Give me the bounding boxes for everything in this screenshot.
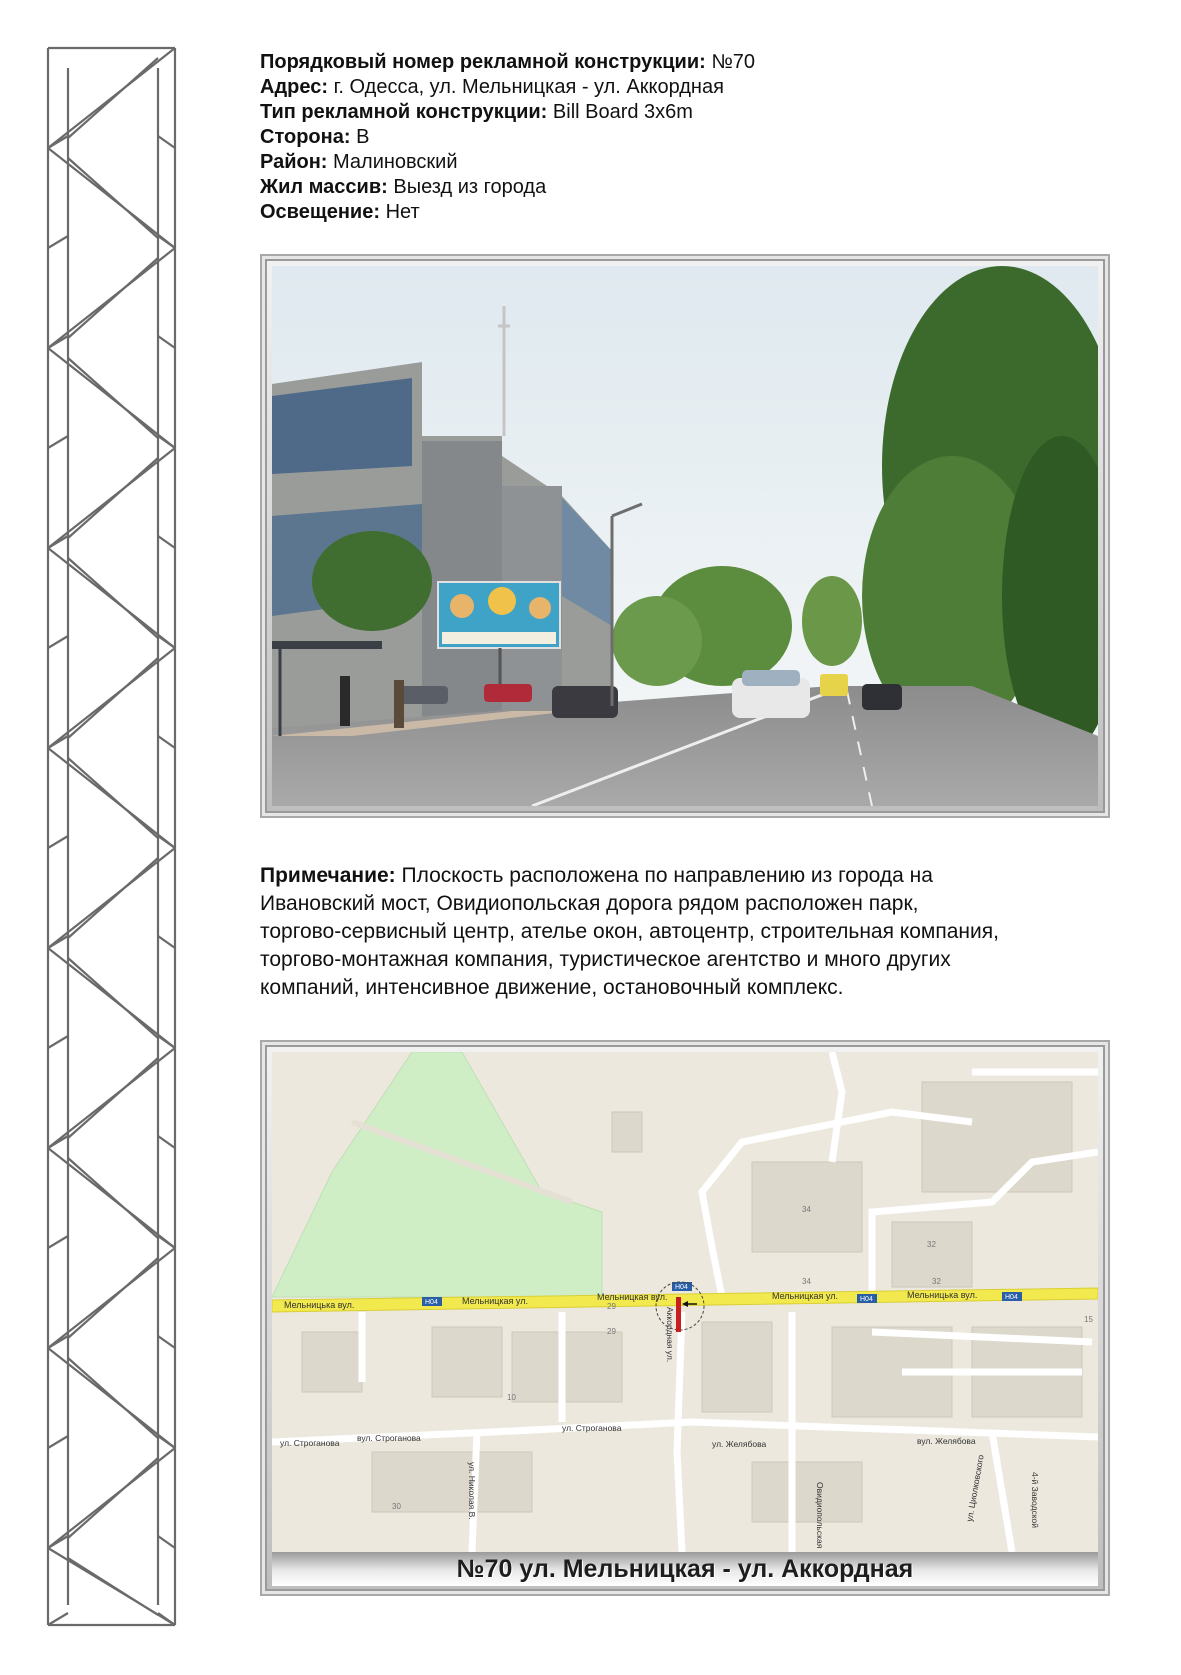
massif-value: Выезд из города — [393, 176, 547, 198]
construction-number: №70 — [711, 51, 756, 73]
svg-text:ул. Циолковского: ул. Циолковского — [964, 1453, 986, 1523]
note-line-2: Ивановский мост, Овидиопольская дорога рядом расположен парк, — [260, 892, 919, 915]
info-number-row: Порядковый номер рекламной конструкции: №70 — [260, 51, 756, 73]
svg-text:32: 32 — [927, 1240, 936, 1249]
note-line-4: торгово-монтажная компания, туристическое агентство и много других — [260, 948, 951, 971]
svg-text:ул. Строганова: ул. Строганова — [280, 1438, 340, 1448]
info-district-row: Район: Малиновский — [260, 151, 458, 173]
svg-text:H04: H04 — [675, 1284, 688, 1291]
type-value: Bill Board 3x6m — [552, 101, 693, 123]
svg-text:34: 34 — [802, 1205, 811, 1214]
svg-text:вул. Строганова: вул. Строганова — [357, 1433, 421, 1443]
svg-text:29: 29 — [607, 1302, 616, 1311]
svg-text:29: 29 — [607, 1327, 616, 1336]
info-type-row: Тип рекламной конструкции: Bill Board 3x6m — [260, 101, 693, 123]
map-frame — [260, 1040, 1110, 1596]
svg-text:10: 10 — [507, 1393, 516, 1402]
side-value: В — [356, 126, 370, 148]
street-photo-illustration — [272, 266, 1098, 806]
info-massif-row: Жил массив: Выезд из города — [260, 176, 547, 198]
photo-frame — [260, 254, 1110, 818]
svg-text:32: 32 — [932, 1277, 941, 1286]
info-side-row: Сторона: В — [260, 126, 370, 148]
note-block — [260, 862, 1120, 1002]
note-line-5: компаний, интенсивное движение, остановочный комплекс. — [260, 976, 844, 999]
svg-text:ул. Николая В.: ул. Николая В. — [467, 1462, 477, 1520]
svg-text:вул. Желябова: вул. Желябова — [917, 1436, 976, 1446]
svg-text:H04: H04 — [860, 1296, 873, 1303]
road-label-5: Мельницька вул. — [907, 1290, 978, 1300]
district-value: Малиновский — [333, 151, 458, 173]
note-line-3: торгово-сервисный центр, ателье окон, автоцентр, строительная компания, — [260, 920, 999, 943]
svg-text:34: 34 — [802, 1277, 811, 1286]
svg-text:15: 15 — [1084, 1315, 1093, 1324]
svg-text:H04: H04 — [425, 1299, 438, 1306]
road-label-2: Мельницкая ул. — [462, 1296, 528, 1306]
svg-text:H04: H04 — [1005, 1294, 1018, 1301]
location-map — [272, 1052, 1098, 1552]
svg-text:Аккордная ул.: Аккордная ул. — [665, 1307, 675, 1363]
lighting-value: Нет — [385, 201, 420, 223]
road-label-3: Мельницкая вул. — [597, 1292, 668, 1302]
svg-text:ул. Строганова: ул. Строганова — [562, 1423, 622, 1433]
map-illustration — [272, 1052, 1098, 1552]
info-lighting-row: Освещение: Нет — [260, 201, 420, 223]
address-value: г. Одесса, ул. Мельницкая - ул. Аккордная — [333, 76, 724, 98]
info-address-row: Адрес: г. Одесса, ул. Мельницкая - ул. Аккордная — [260, 76, 724, 98]
road-label-1: Мельницька вул. — [284, 1300, 355, 1310]
road-label-4: Мельницкая ул. — [772, 1291, 838, 1301]
svg-text:ул. Желябова: ул. Желябова — [712, 1439, 767, 1449]
street-photo — [272, 266, 1098, 806]
truss-tower-decoration — [40, 40, 200, 1640]
construction-info — [260, 50, 1120, 225]
note-line-1: Примечание: Плоскость расположена по направлению из города на — [260, 864, 933, 887]
svg-text:Овидиопольская: Овидиопольская — [815, 1482, 825, 1549]
svg-text:4-й Заводской: 4-й Заводской — [1030, 1472, 1040, 1528]
map-caption: №70 ул. Мельницкая - ул. Аккордная — [272, 1552, 1098, 1586]
svg-text:30: 30 — [392, 1502, 401, 1511]
